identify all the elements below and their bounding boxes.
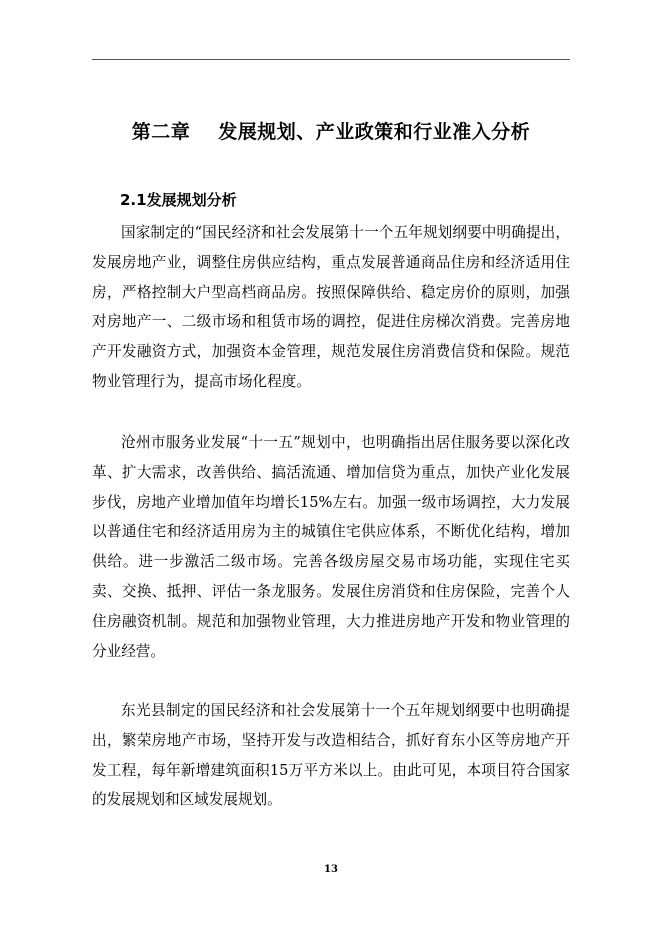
chapter-title-text: 发展规划、产业政策和行业准入分析 bbox=[218, 121, 531, 143]
chapter-number: 第二章 bbox=[131, 121, 191, 143]
paragraph-national-plan: 国家制定的“国民经济和社会发展第十一个五年规划纲要中明确提出，发展房地产业，调整住房供应结构，重点发展普通商品住房和经济适用住房，严格控制大户型高档商品房。按照保障供给、稳定房价的原则，加强对房地产一、二级市场和租赁市场的调控，促进住房梯次消费。完善房地产开发融资方式，加强资本金管理，规范发展住房消费信贷和保险。规范物业管理行为，提高市场化程度。 bbox=[92, 224, 570, 390]
header-rule bbox=[92, 59, 570, 60]
chapter-title bbox=[0, 118, 662, 146]
section-title: 2.1发展规划分析 bbox=[120, 191, 237, 209]
paragraph-cangzhou-plan: 沧州市服务业发展“十一五”规划中，也明确指出居住服务要以深化改革、扩大需求，改善供给、搞活流通、增加信贷为重点，加快产业化发展步伐，房地产业增加值年均增长15%左右。加强一级市场调控，大力发展以普通住宅和经济适用房为主的城镇住宅供应体系，不断优化结构，增加供给。进一步激活二级市场。完善各级房屋交易市场功能，实现住宅买卖、交换、抵押、评估一条龙服务。发展住房消贷和住房保险，完善个人住房融资机制。规范和加强物业管理，大力推进房地产开发和物业管理的分业经营。 bbox=[92, 434, 570, 660]
page-number: 13 bbox=[324, 864, 338, 875]
paragraph-dongguang-plan: 东光县制定的国民经济和社会发展第十一个五年规划纲要中也明确提出，繁荣房地产市场，坚持开发与改造相结合，抓好育东小区等房地产开发工程，每年新增建筑面积15万平方米以上。由此可见，本项目符合国家的发展规划和区域发展规划。 bbox=[92, 702, 570, 809]
